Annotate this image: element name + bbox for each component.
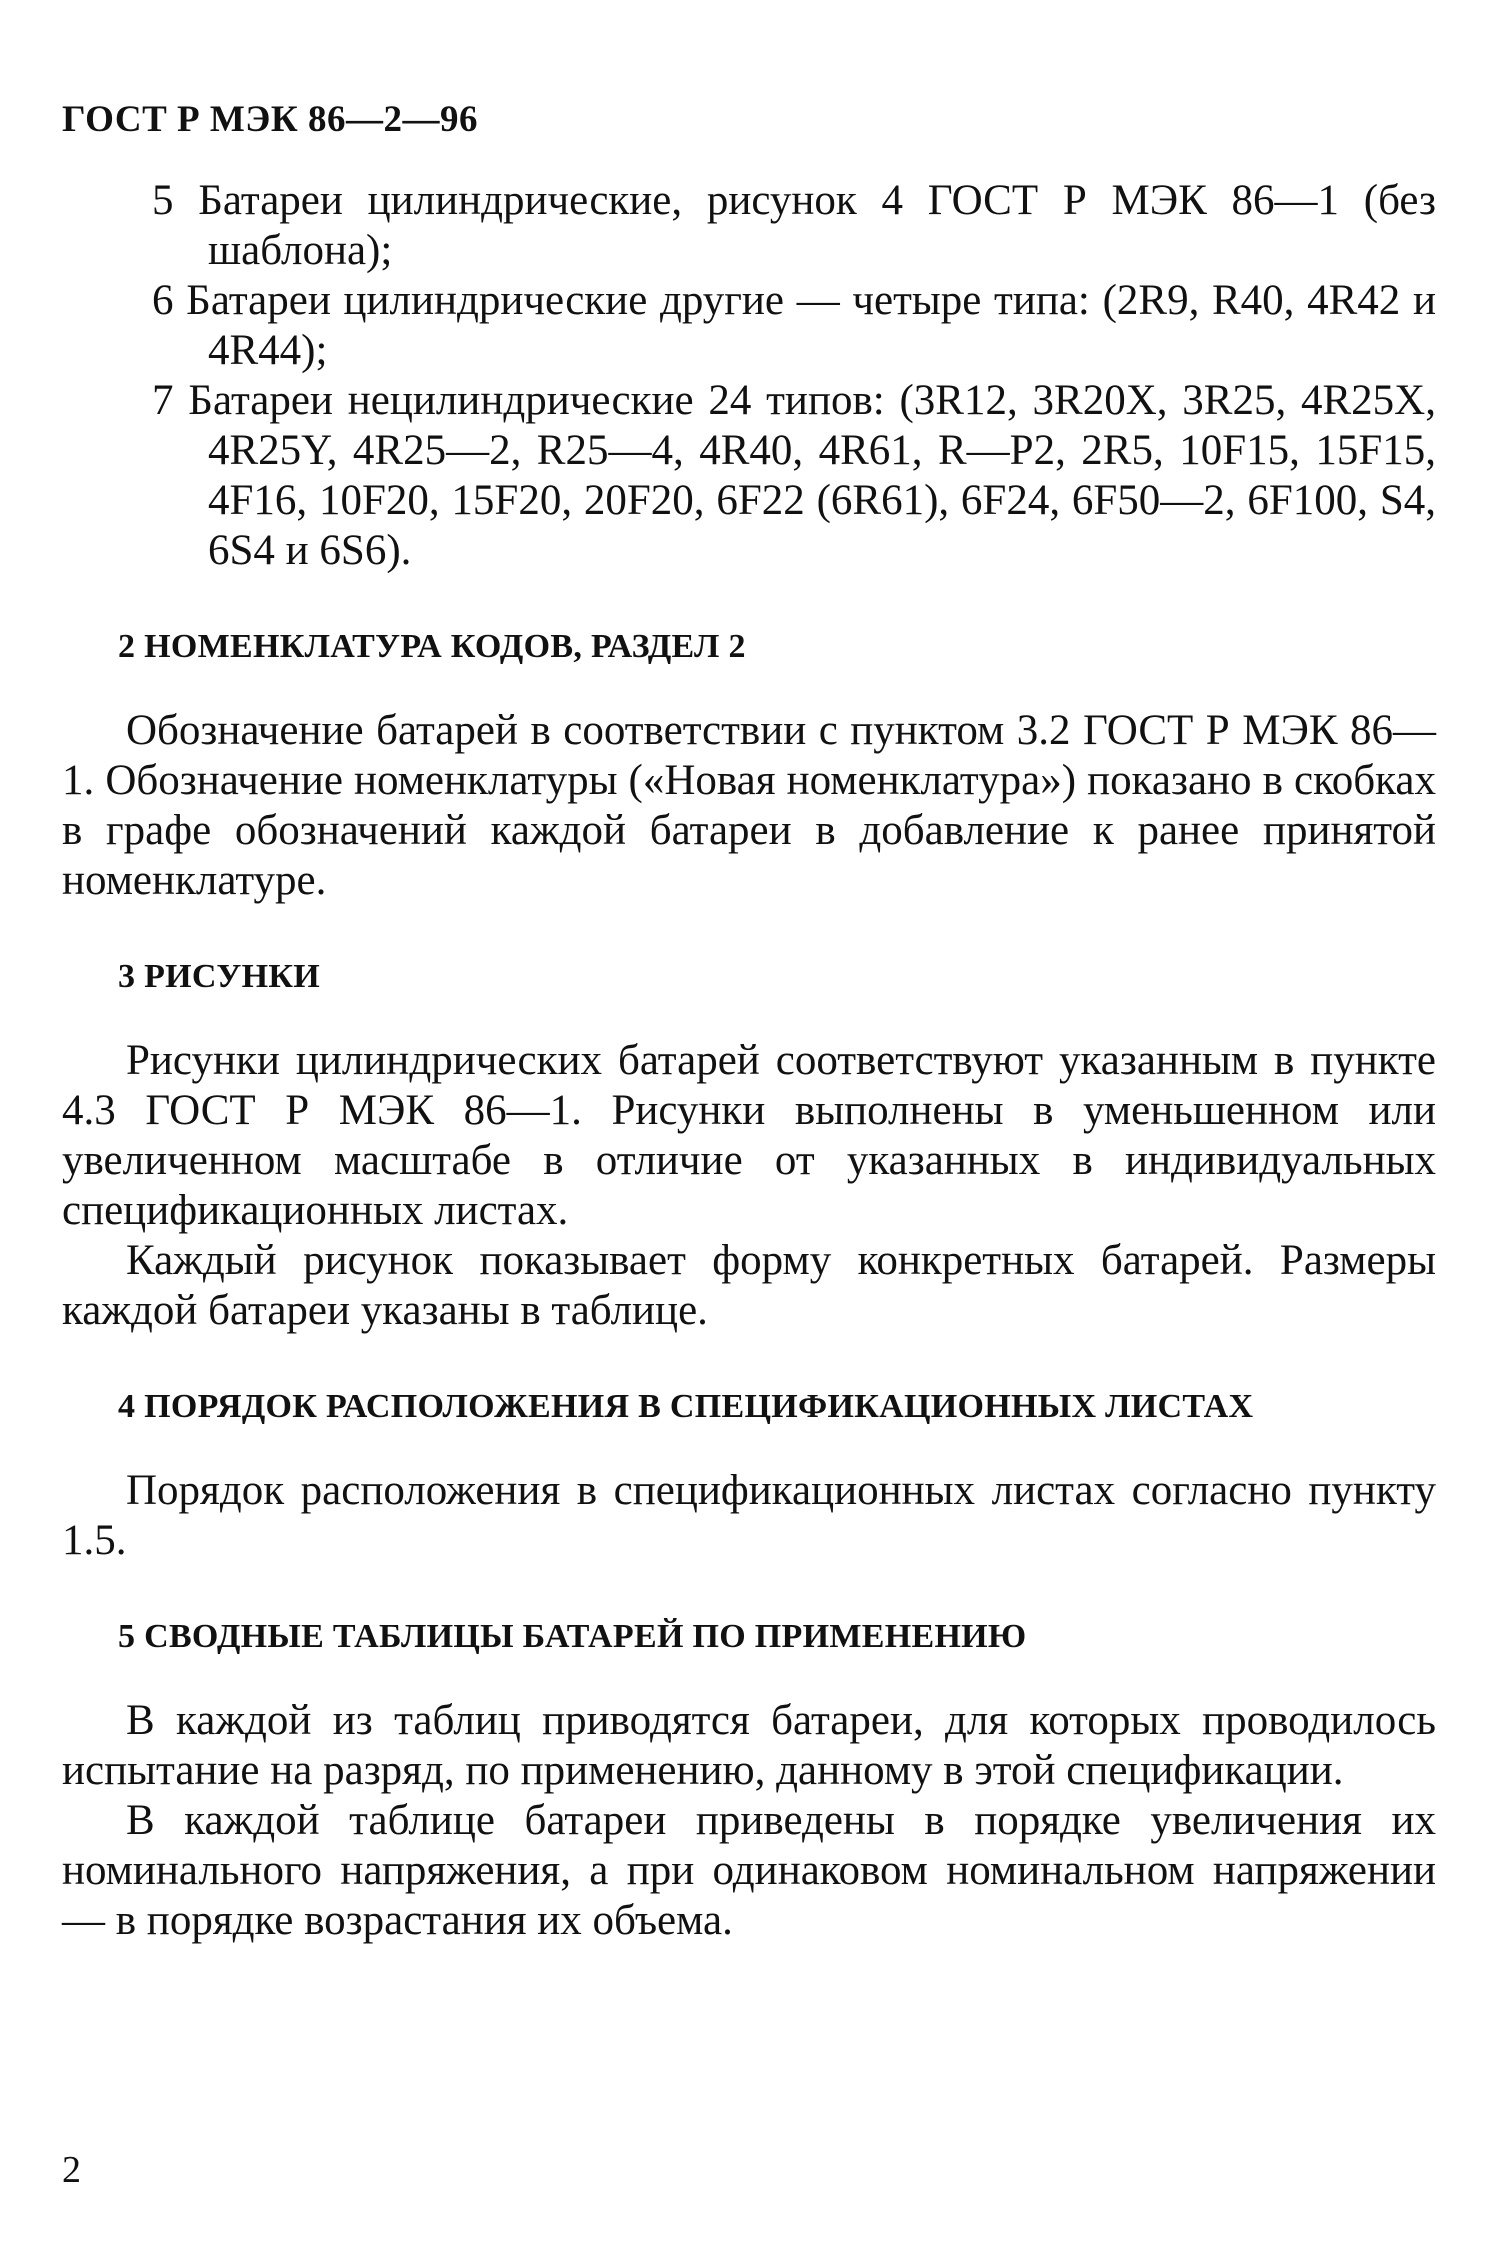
section-ordering	[62, 1388, 1436, 1566]
paragraph: В каждой таблице батареи приведены в порядке увеличения их номинального напряжения, а при одинаковом номинальном напряжении — в порядке возрастания их объема.	[62, 1797, 1436, 1944]
section-summary-tables	[62, 1618, 1436, 1946]
list-item: 7 Батареи нецилиндрические 24 типов: (3R12, 3R20X, 3R25, 4R25X, 4R25Y, 4R25—2, R25—4, 4R40, 4R61, R—P2, 2R5, 10F15, 15F15, 4F16, 10F20, 15F20, 20F20, 6F22 (6R61), 6F24, 6F50—2, 6F100, S4, 6S4 и 6S6).	[152, 377, 1436, 574]
section-heading: 3 РИСУНКИ	[118, 958, 321, 995]
paragraph: Каждый рисунок показывает форму конкретных батарей. Размеры каждой батареи указаны в таблице.	[62, 1237, 1436, 1334]
page-number: 2	[62, 2149, 81, 2191]
list-item: 5 Батареи цилиндрические, рисунок 4 ГОСТ Р МЭК 86—1 (без шаблона);	[152, 177, 1436, 274]
section-nomenclature	[62, 628, 1436, 906]
paragraph: В каждой из таблиц приводятся батареи, для которых проводилось испытание на разряд, по применению, данному в этой спецификации.	[62, 1697, 1436, 1794]
section-heading: 5 СВОДНЫЕ ТАБЛИЦЫ БАТАРЕЙ ПО ПРИМЕНЕНИЮ	[118, 1618, 1027, 1655]
document-header: ГОСТ Р МЭК 86—2—96	[62, 99, 478, 140]
section-heading: 2 НОМЕНКЛАТУРА КОДОВ, РАЗДЕЛ 2	[118, 628, 746, 665]
section-figures	[62, 958, 1436, 1336]
battery-type-list	[152, 176, 1436, 576]
list-item: 6 Батареи цилиндрические другие — четыре типа: (2R9, R40, 4R42 и 4R44);	[152, 277, 1436, 374]
paragraph: Обозначение батарей в соответствии с пунктом 3.2 ГОСТ Р МЭК 86—1. Обозначение номенклатуры («Новая номенклатура») показано в скобках в графе обозначений каждой батареи в добавление к ранее принятой номенклатуре.	[62, 707, 1436, 904]
paragraph: Рисунки цилиндрических батарей соответствуют указанным в пункте 4.3 ГОСТ Р МЭК 86—1. Рисунки выполнены в уменьшенном или увеличенном масштабе в отличие от указанных в индивидуальных спецификационных листах.	[62, 1037, 1436, 1234]
document-body	[62, 176, 1436, 1946]
paragraph: Порядок расположения в спецификационных листах согласно пункту 1.5.	[62, 1467, 1436, 1564]
section-heading: 4 ПОРЯДОК РАСПОЛОЖЕНИЯ В СПЕЦИФИКАЦИОННЫХ ЛИСТАХ	[118, 1388, 1254, 1425]
